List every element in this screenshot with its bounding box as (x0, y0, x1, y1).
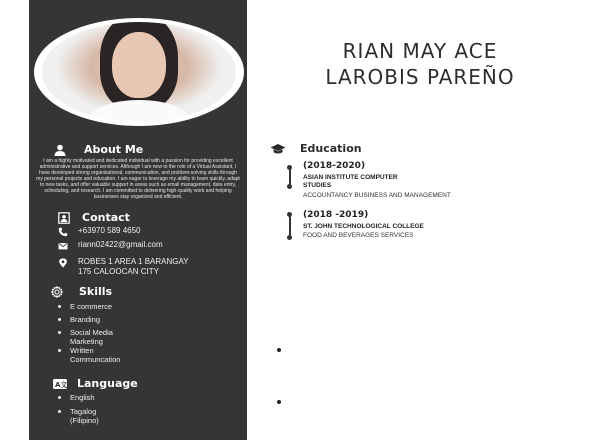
contact-email-text: riann02422@gmail.com (78, 240, 163, 249)
list-item-continued: Marketing (70, 337, 103, 346)
gear-icon (51, 286, 63, 298)
contact-heading (58, 211, 130, 224)
person-icon (54, 144, 66, 156)
education-years: (2018 -2019) (303, 210, 369, 220)
skills-list (58, 302, 120, 364)
skills-heading (51, 285, 112, 298)
phone-icon (58, 227, 68, 237)
list-item: Written (58, 346, 120, 355)
language-title: Language (77, 377, 138, 390)
contact-phone-text: +63970 589 4650 (78, 226, 141, 235)
timeline-dot (287, 184, 292, 189)
list-item: Tagalog (58, 407, 99, 416)
contact-address (58, 257, 189, 277)
name-line1: RIAN MAY ACE (342, 39, 498, 63)
education-school: ASIAN INSTITUTE COMPUTER STUDIES (303, 174, 398, 189)
about-text: I am a highly motivated and dedicated individual with a passion for providing excellent administrative and support services. Although I am new to the role of a Virtual Assistant, I have developed strong organizational, communication, and problem-solving skills through my personal projects and education. I am eager to leverage my ability to learn quickly, adapt to new tasks, and offer valuable support in areas such as email management, data entry, scheduling, and research. I am committed to delivering high-quality work and helping businesses stay organized and efficient. (36, 158, 240, 200)
graduation-cap-icon (270, 143, 286, 155)
about-heading (54, 143, 143, 156)
list-item-continued: Communcation (70, 355, 121, 364)
language-heading (53, 377, 138, 390)
education-course: FOOD AND BEVERAGES SERVICES (303, 232, 414, 239)
svg-text:A文: A文 (55, 380, 67, 389)
contact-title: Contact (82, 211, 130, 224)
language-list (58, 393, 99, 425)
contact-email[interactable] (58, 240, 163, 251)
name-line2: LAROBIS PAREÑO (325, 65, 515, 89)
list-item: Social Media (58, 328, 120, 337)
envelope-icon (58, 241, 68, 251)
list-item-continued: (Filipino) (70, 416, 99, 425)
translate-icon (53, 378, 67, 390)
location-pin-icon (58, 258, 68, 268)
list-item: Branding (58, 315, 120, 324)
contact-card-icon (58, 212, 70, 224)
list-item: E commerce (58, 302, 120, 311)
contact-address-line1: ROBES 1 AREA 1 BARANGAY (78, 257, 189, 266)
education-years: (2018-2020) (303, 161, 366, 171)
decorative-dot (277, 348, 281, 352)
education-school: ST. JOHN TECHNOLOGICAL COLLEGE (303, 223, 424, 230)
contact-address-line2: 175 CALOOCAN CITY (78, 267, 159, 276)
education-course: ACCOUNTANCY BUSINESS AND MANAGEMENT (303, 192, 451, 199)
timeline-dot (287, 235, 292, 240)
education-heading (270, 142, 362, 155)
education-title: Education (300, 142, 362, 155)
full-name (290, 38, 550, 90)
timeline-line (289, 215, 291, 237)
about-title: About Me (84, 143, 144, 156)
decorative-dot (277, 400, 281, 404)
profile-photo (42, 22, 236, 122)
list-item: English (58, 393, 99, 402)
skills-title: Skills (79, 285, 113, 298)
contact-phone[interactable] (58, 226, 141, 237)
